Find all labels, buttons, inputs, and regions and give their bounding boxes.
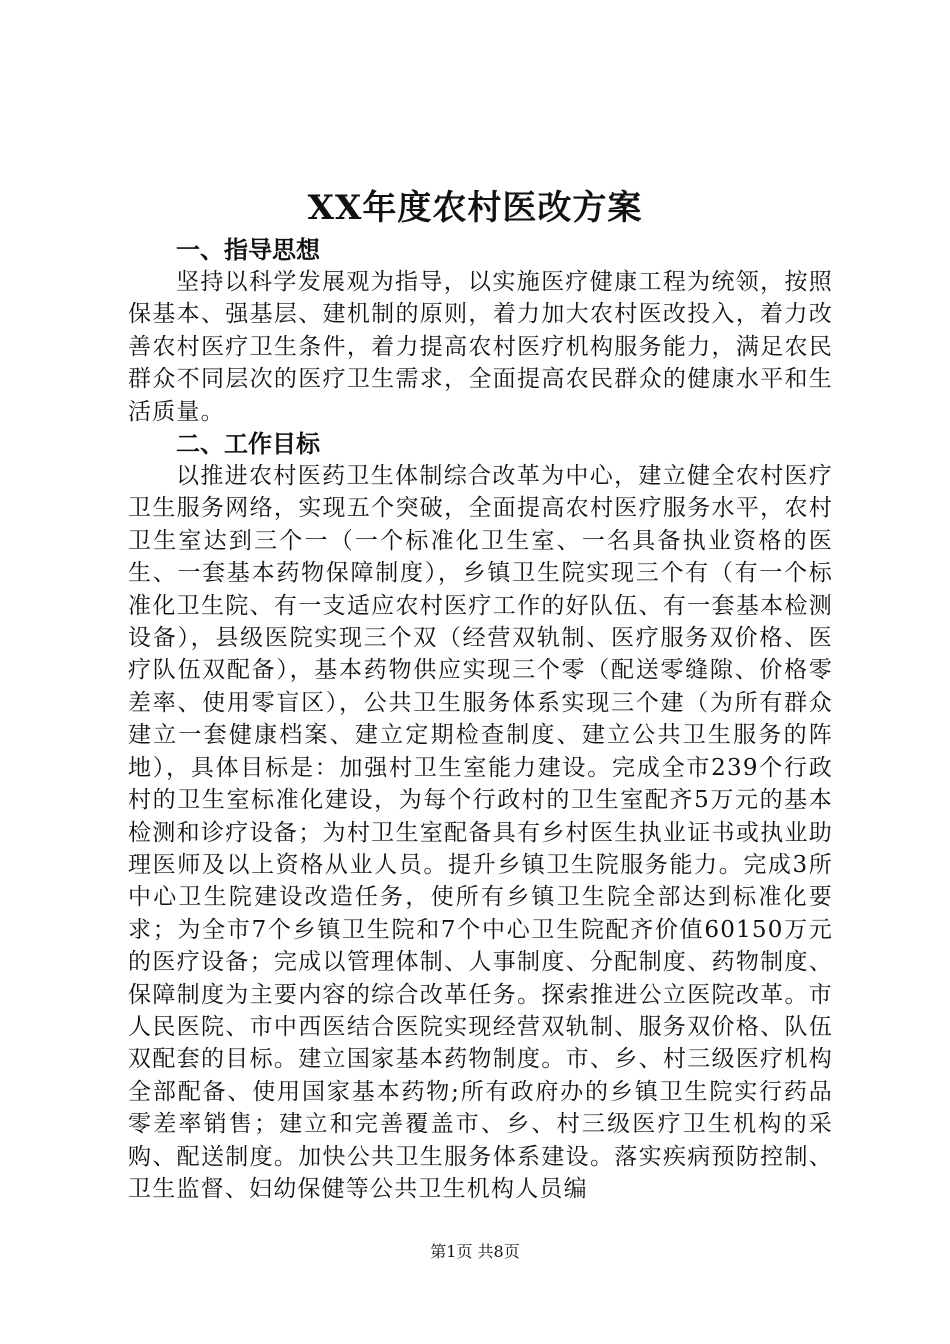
section-heading: 一、指导思想: [176, 236, 320, 264]
section-paragraph: 以推进农村医药卫生体制综合改革为中心，建立健全农村医疗卫生服务网络，实现五个突破，全面提高农村医疗服务水平，农村卫生室达到三个一（一个标准化卫生室、一名具备执业资格的医生、一套基本药物保障制度），乡镇卫生院实现三个有（有一个标准化卫生院、有一支适应农村医疗工作的好队伍、有一套基本检测设备），县级医院实现三个双（经营双轨制、医疗服务双价格、医疗队伍双配备），基本药物供应实现三个零（配送零缝隙、价格零差率、使用零盲区），公共卫生服务体系实现三个建（为所有群众建立一套健康档案、建立定期检查制度、建立公共卫生服务的阵地），具体目标是：加强村卫生室能力建设。完成全市239个行政村的卫生室标准化建设，为每个行政村的卫生室配齐5万元的基本检测和诊疗设备；为村卫生室配备具有乡村医生执业证书或执业助理医师及以上资格从业人员。提升乡镇卫生院服务能力。完成3所中心卫生院建设改造任务，使所有乡镇卫生院全部达到标准化要求；为全市7个乡镇卫生院和7个中心卫生院配齐价值60150万元的医疗设备；完成以管理体制、人事制度、分配制度、药物制度、保障制度为主要内容的综合改革任务。探索推进公立医院改革。市人民医院、市中西医结合医院实现经营双轨制、服务双价格、队伍双配套的目标。建立国家基本药物制度。市、乡、村三级医疗机构全部配备、使用国家基本药物;所有政府办的乡镇卫生院实行药品零差率销售；建立和完善覆盖市、乡、村三级医疗卫生机构的采购、配送制度。加快公共卫生服务体系建设。落实疾病预防控制、卫生监督、妇幼保健等公共卫生机构人员编: [128, 463, 833, 1202]
section-work-goals: [128, 428, 833, 1205]
section-heading: 二、工作目标: [176, 430, 320, 459]
document-title: XX年度农村医改方案: [307, 188, 643, 228]
document-body: [128, 234, 833, 1205]
section-guiding-ideology: [128, 234, 833, 428]
page-number-footer: 第1页 共8页: [430, 1242, 520, 1261]
section-paragraph: 坚持以科学发展观为指导，以实施医疗健康工程为统领，按照保基本、强基层、建机制的原则，着力加大农村医改投入，着力改善农村医疗卫生条件，着力提高农村医疗机构服务能力，满足农民群众不同层次的医疗卫生需求，全面提高农民群众的健康水平和生活质量。: [128, 269, 833, 425]
